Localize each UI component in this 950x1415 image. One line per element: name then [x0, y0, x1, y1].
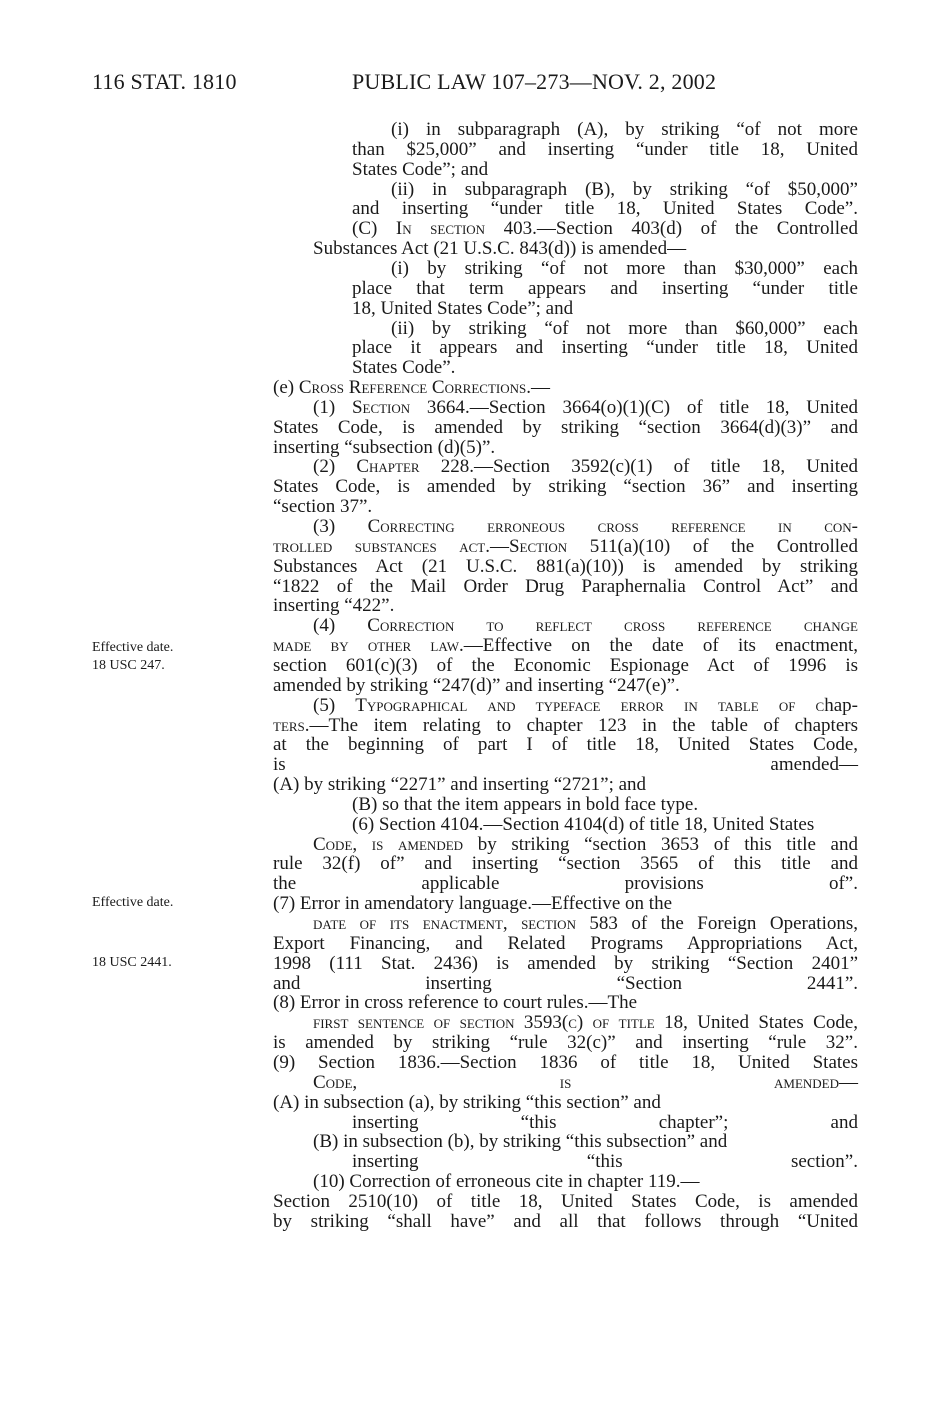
body-text-line: (6) Section 4104.—Section 4104(d) of title 18, United States	[352, 813, 815, 835]
body-text-line: Code, is amended by striking “section 3653 of this title and	[313, 833, 858, 855]
body-text-line: 18, United States Code”; and	[352, 297, 574, 319]
body-text-line: Export Financing, and Related Programs Appropriations Act,	[273, 932, 858, 954]
body-text-line: and inserting “under title 18, United States Code”.	[352, 198, 858, 220]
body-text-line: 1998 (111 Stat. 2436) is amended by striking “Section 2401”	[273, 952, 858, 974]
body-text-line: (4) Correction to reflect cross reference change	[313, 615, 859, 637]
body-text-line: (e) Cross Reference Corrections.—	[273, 377, 550, 399]
section-heading-smallcaps: date of its enactment, section	[313, 913, 590, 934]
body-text-line: (3) Correcting erroneous cross reference in con-	[313, 516, 858, 537]
body-text-line: (ii) by striking “of not more than $60,000” each	[391, 317, 858, 339]
running-header-title: PUBLIC LAW 107–273—NOV. 2, 2002	[352, 69, 717, 94]
body-text-line: inserting “subsection (d)(5)”.	[273, 436, 496, 458]
body-text-line: States Code”; and	[352, 158, 489, 180]
body-text-line: (2) Chapter 228.—Section 3592(c)(1) of title 18, United	[313, 456, 859, 478]
body-text-line: Substances Act (21 U.S.C. 881(a)(10)) is amended by striking	[273, 555, 858, 577]
body-text-line: States Code, is amended by striking “section 36” and inserting	[273, 476, 858, 498]
section-heading-smallcaps: Section 3664	[351, 396, 465, 418]
body-text-line: (A) by striking “2271” and inserting “2721”; and	[273, 774, 647, 796]
body-text-line: inserting “422”.	[273, 595, 395, 617]
section-heading-smallcaps: trolled substances act.—Section	[273, 535, 568, 557]
body-text-line: (7) Error in amendatory language.—Effective on the	[273, 893, 673, 915]
body-text-line: Substances Act (21 U.S.C. 843(d)) is amended—	[313, 238, 687, 260]
body-text-line: (ii) in subparagraph (B), by striking “of $50,000”	[391, 178, 858, 200]
body-text-line: States Code”.	[352, 357, 456, 379]
section-heading-smallcaps: Correction to reflect cross reference change	[367, 615, 859, 637]
margin-note-effective-date: Effective date.	[92, 895, 174, 910]
body-text-line: (5) Typographical and typeface error in table of chap-	[313, 694, 858, 716]
body-text-line: (10) Correction of erroneous cite in chapter 119.—	[313, 1171, 700, 1193]
body-text-line: place it appears and inserting “under title 18, United	[352, 337, 858, 359]
body-text-line: (i) by striking “of not more than $30,000” each	[391, 257, 858, 279]
body-text-line: first sentence of section 3593(c) of title 18, United States Code,	[313, 1012, 858, 1034]
body-text-line: place that term appears and inserting “under title	[352, 277, 858, 299]
section-heading-smallcaps: Cross Reference Corrections.—	[298, 377, 550, 399]
section-heading-smallcaps: In section 403	[395, 218, 533, 240]
body-text-line: (9) Section 1836.—Section 1836 of title 18, United States	[273, 1051, 858, 1073]
section-heading-smallcaps: Code, is amended	[313, 1071, 839, 1093]
section-heading-smallcaps: ters.	[273, 714, 310, 736]
body-text-line: by striking “shall have” and all that follows through “United	[273, 1210, 858, 1232]
body-text-line: (C) In section 403.—Section 403(d) of the Controlled	[352, 218, 858, 240]
body-text-line: inserting “this chapter”; and	[352, 1111, 858, 1133]
body-text-line: “section 37”.	[273, 496, 373, 518]
body-text-line: (8) Error in cross reference to court rules.—The	[273, 992, 638, 1014]
page-reference: 116 STAT. 1810	[92, 69, 237, 94]
body-text-line: States Code, is amended by striking “section 3664(d)(3)” and	[273, 416, 858, 438]
body-text-line: and inserting “Section 2441”.	[273, 972, 858, 994]
section-heading-smallcaps: Chapter 228	[356, 456, 470, 478]
margin-note-usc-citation: 18 USC 2441.	[92, 955, 172, 970]
section-heading-smallcaps: first sentence of section 3593(c) of title 1	[313, 1012, 674, 1034]
body-text-line: amended by striking “247(d)” and inserting “247(e)”.	[273, 674, 680, 696]
body-text-line: Code, is amended—	[313, 1071, 858, 1093]
section-heading-smallcaps: Correcting erroneous cross reference in con	[367, 516, 852, 537]
body-text-line: inserting “this section”.	[352, 1151, 858, 1173]
section-heading-smallcaps: Typographical and typeface error in table of c	[355, 694, 825, 716]
body-text-line: (1) Section 3664.—Section 3664(o)(1)(C) of title 18, United	[313, 396, 859, 418]
body-text-line: than $25,000” and inserting “under title 18, United	[352, 138, 858, 160]
body-text-line: is amended—	[273, 754, 858, 776]
body-text-line: “1822 of the Mail Order Drug Paraphernalia Control Act” and	[273, 575, 858, 597]
body-text-line: (i) in subparagraph (A), by striking “of not more	[391, 119, 858, 140]
body-text-line: rule 32(f) of” and inserting “section 3565 of this title and	[273, 853, 858, 875]
body-text-line: trolled substances act.—Section 511(a)(10) of the Controlled	[273, 535, 858, 557]
margin-note-usc-citation: 18 USC 247.	[92, 658, 165, 673]
body-text-line: Section 2510(10) of title 18, United States Code, is amended	[273, 1190, 858, 1212]
body-text-line: the applicable provisions of”.	[273, 873, 858, 895]
section-heading-smallcaps: made by other law.	[273, 635, 464, 657]
body-text-line: made by other law.—Effective on the date of its enactment,	[273, 635, 858, 657]
body-text-line: section 601(c)(3) of the Economic Espionage Act of 1996 is	[273, 654, 858, 676]
body-text-line: (B) in subsection (b), by striking “this subsection” and	[313, 1131, 728, 1153]
body-text-line: (B) so that the item appears in bold face type.	[352, 793, 699, 815]
body-text-line: at the beginning of part I of title 18, United States Code,	[273, 734, 858, 756]
body-text-line: date of its enactment, section 583 of the Foreign Operations,	[313, 913, 858, 934]
body-text-line: is amended by striking “rule 32(c)” and inserting “rule 32”.	[273, 1032, 858, 1054]
margin-note-effective-date: Effective date.	[92, 640, 174, 655]
body-text-line: ters.—The item relating to chapter 123 in the table of chapters	[273, 714, 858, 736]
section-heading-smallcaps: Code, is amended	[313, 833, 464, 855]
body-text-line: (A) in subsection (a), by striking “this section” and	[273, 1091, 661, 1113]
